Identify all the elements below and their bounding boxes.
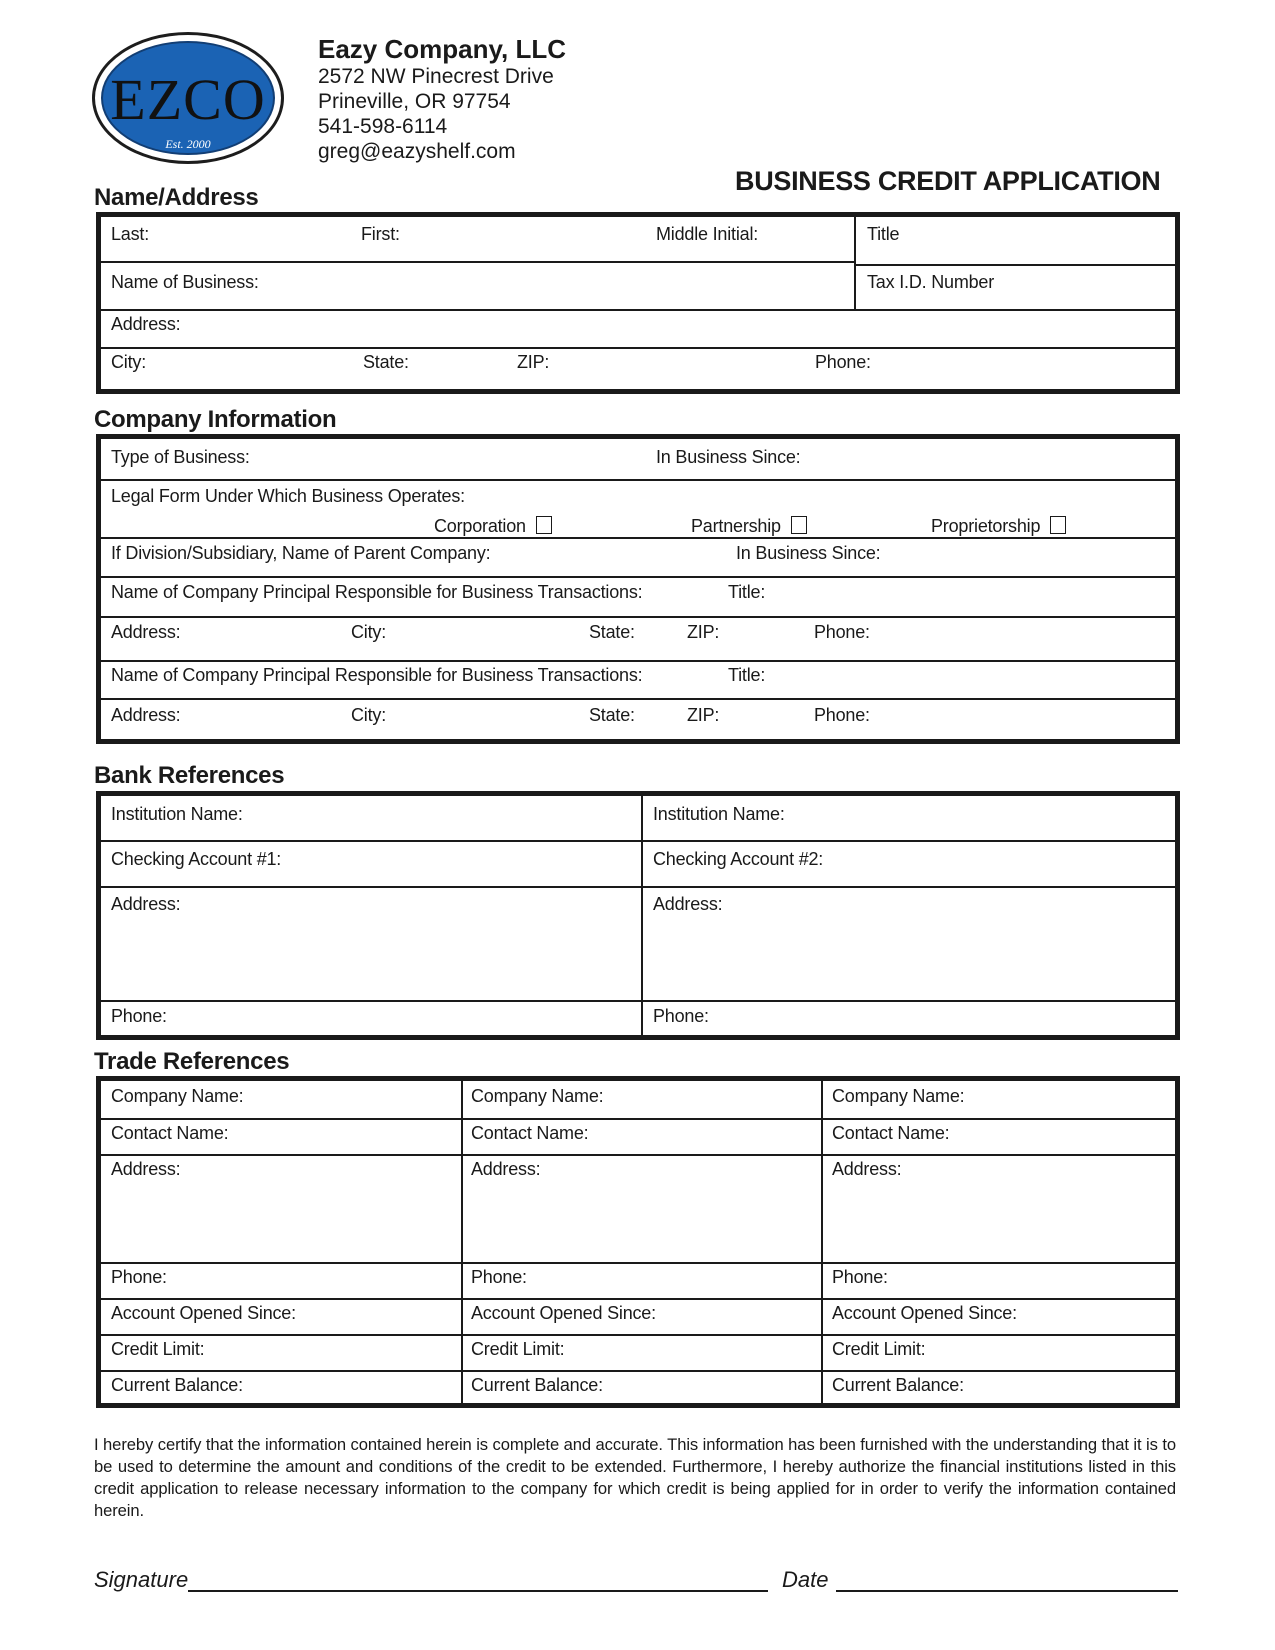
logo-text: EZCO [110, 67, 266, 132]
principal-1-city-field[interactable]: City: [351, 622, 387, 642]
corporation-checkbox[interactable] [536, 516, 552, 534]
trade-1-account-opened-field[interactable]: Account Opened Since: [111, 1303, 296, 1323]
trade-3-contact-name-field[interactable]: Contact Name: [832, 1123, 950, 1143]
tax-id-field[interactable]: Tax I.D. Number [867, 272, 995, 292]
principal-2-address-field[interactable]: Address: [111, 705, 181, 725]
trade-1-company-name-field[interactable]: Company Name: [111, 1086, 244, 1106]
business-name-field[interactable]: Name of Business: [111, 272, 259, 292]
bank-2-checking-account-field[interactable]: Checking Account #2: [653, 849, 824, 869]
logo-badge [101, 41, 275, 155]
company-name: Eazy Company, LLC [318, 34, 567, 64]
trade-1-credit-limit-field[interactable]: Credit Limit: [111, 1339, 205, 1359]
trade-2-company-name-field[interactable]: Company Name: [471, 1086, 604, 1106]
company-address-line1: 2572 NW Pinecrest Drive [318, 65, 554, 88]
bank-2-address-field[interactable]: Address: [653, 894, 723, 914]
trade-3-current-balance-field[interactable]: Current Balance: [832, 1375, 964, 1395]
principal-2-name-field[interactable]: Name of Company Principal Responsible for Business Transactions: [111, 665, 643, 685]
trade-2-contact-name-field[interactable]: Contact Name: [471, 1123, 589, 1143]
date-label: Date [782, 1567, 829, 1592]
signature-label: Signature [94, 1567, 189, 1592]
state-field[interactable]: State: [363, 352, 409, 372]
principal-2-state-field[interactable]: State: [589, 705, 635, 725]
proprietorship-option[interactable] [931, 516, 1066, 537]
trade-references-section [96, 1076, 1180, 1408]
address-field[interactable]: Address: [111, 314, 181, 334]
principal-2-title-field[interactable]: Title: [728, 665, 766, 685]
trade-1-address-field[interactable]: Address: [111, 1159, 181, 1179]
parent-since-field[interactable]: In Business Since: [736, 543, 881, 563]
company-email: greg@eazyshelf.com [318, 140, 516, 163]
document-title: BUSINESS CREDIT APPLICATION [735, 166, 1161, 196]
city-field[interactable]: City: [111, 352, 147, 372]
principal-1-title-field[interactable]: Title: [728, 582, 766, 602]
bank-1-phone-field[interactable]: Phone: [111, 1006, 167, 1026]
principal-1-zip-field[interactable]: ZIP: [687, 622, 720, 642]
trade-2-account-opened-field[interactable]: Account Opened Since: [471, 1303, 656, 1323]
phone-field[interactable]: Phone: [815, 352, 871, 372]
principal-1-name-field[interactable]: Name of Company Principal Responsible for Business Transactions: [111, 582, 643, 602]
partnership-checkbox[interactable] [791, 516, 807, 534]
bank-1-address-field[interactable]: Address: [111, 894, 181, 914]
partnership-label: Partnership [691, 516, 781, 536]
trade-2-address-field[interactable]: Address: [471, 1159, 541, 1179]
name-address-section [96, 212, 1180, 394]
corporation-option[interactable] [434, 516, 552, 537]
company-info-heading: Company Information [94, 406, 337, 433]
bank-references-section [96, 791, 1180, 1040]
trade-2-phone-field[interactable]: Phone: [471, 1267, 527, 1287]
principal-1-phone-field[interactable]: Phone: [814, 622, 870, 642]
trade-1-phone-field[interactable]: Phone: [111, 1267, 167, 1287]
trade-3-phone-field[interactable]: Phone: [832, 1267, 888, 1287]
principal-1-state-field[interactable]: State: [589, 622, 635, 642]
signature-line[interactable] [188, 1590, 768, 1592]
middle-initial-field[interactable]: Middle Initial: [656, 224, 759, 244]
trade-1-current-balance-field[interactable]: Current Balance: [111, 1375, 243, 1395]
parent-company-field[interactable]: If Division/Subsidiary, Name of Parent Company: [111, 543, 491, 563]
principal-1-address-field[interactable]: Address: [111, 622, 181, 642]
name-address-heading: Name/Address [94, 184, 259, 211]
trade-1-contact-name-field[interactable]: Contact Name: [111, 1123, 229, 1143]
trade-2-current-balance-field[interactable]: Current Balance: [471, 1375, 603, 1395]
legal-form-label: Legal Form Under Which Business Operates: [111, 486, 465, 506]
certification-statement: I hereby certify that the information contained herein is complete and accurate. This information has been furnished with the understanding that it is to be used to determine the amount and conditions of the credit to be extended. Furthermore, I hereby authorize the financial institutions listed in this credit application to release necessary information to the company for which credit is being applied for in order to verify the information contained herein. [94, 1435, 1176, 1520]
bank-references-heading: Bank References [94, 762, 285, 789]
company-phone: 541-598-6114 [318, 115, 448, 138]
bank-1-checking-account-field[interactable]: Checking Account #1: [111, 849, 282, 869]
trade-3-credit-limit-field[interactable]: Credit Limit: [832, 1339, 926, 1359]
first-name-field[interactable]: First: [361, 224, 400, 244]
logo-established: Est. 2000 [165, 137, 211, 151]
last-name-field[interactable]: Last: [111, 224, 150, 244]
principal-2-zip-field[interactable]: ZIP: [687, 705, 720, 725]
bank-2-institution-field[interactable]: Institution Name: [653, 804, 785, 824]
title-field[interactable]: Title [867, 224, 900, 244]
trade-3-company-name-field[interactable]: Company Name: [832, 1086, 965, 1106]
trade-3-account-opened-field[interactable]: Account Opened Since: [832, 1303, 1017, 1323]
company-address-line2: Prineville, OR 97754 [318, 90, 511, 113]
principal-2-city-field[interactable]: City: [351, 705, 387, 725]
bank-2-phone-field[interactable]: Phone: [653, 1006, 709, 1026]
company-info-section [96, 434, 1180, 744]
in-business-since-field[interactable]: In Business Since: [656, 447, 801, 467]
company-logo [92, 32, 284, 164]
proprietorship-label: Proprietorship [931, 516, 1041, 536]
type-of-business-field[interactable]: Type of Business: [111, 447, 250, 467]
trade-references-heading: Trade References [94, 1048, 290, 1075]
trade-3-address-field[interactable]: Address: [832, 1159, 902, 1179]
date-line[interactable] [836, 1590, 1178, 1592]
principal-2-phone-field[interactable]: Phone: [814, 705, 870, 725]
bank-1-institution-field[interactable]: Institution Name: [111, 804, 243, 824]
proprietorship-checkbox[interactable] [1050, 516, 1066, 534]
trade-2-credit-limit-field[interactable]: Credit Limit: [471, 1339, 565, 1359]
partnership-option[interactable] [691, 516, 807, 537]
zip-field[interactable]: ZIP: [517, 352, 550, 372]
corporation-label: Corporation [434, 516, 526, 536]
